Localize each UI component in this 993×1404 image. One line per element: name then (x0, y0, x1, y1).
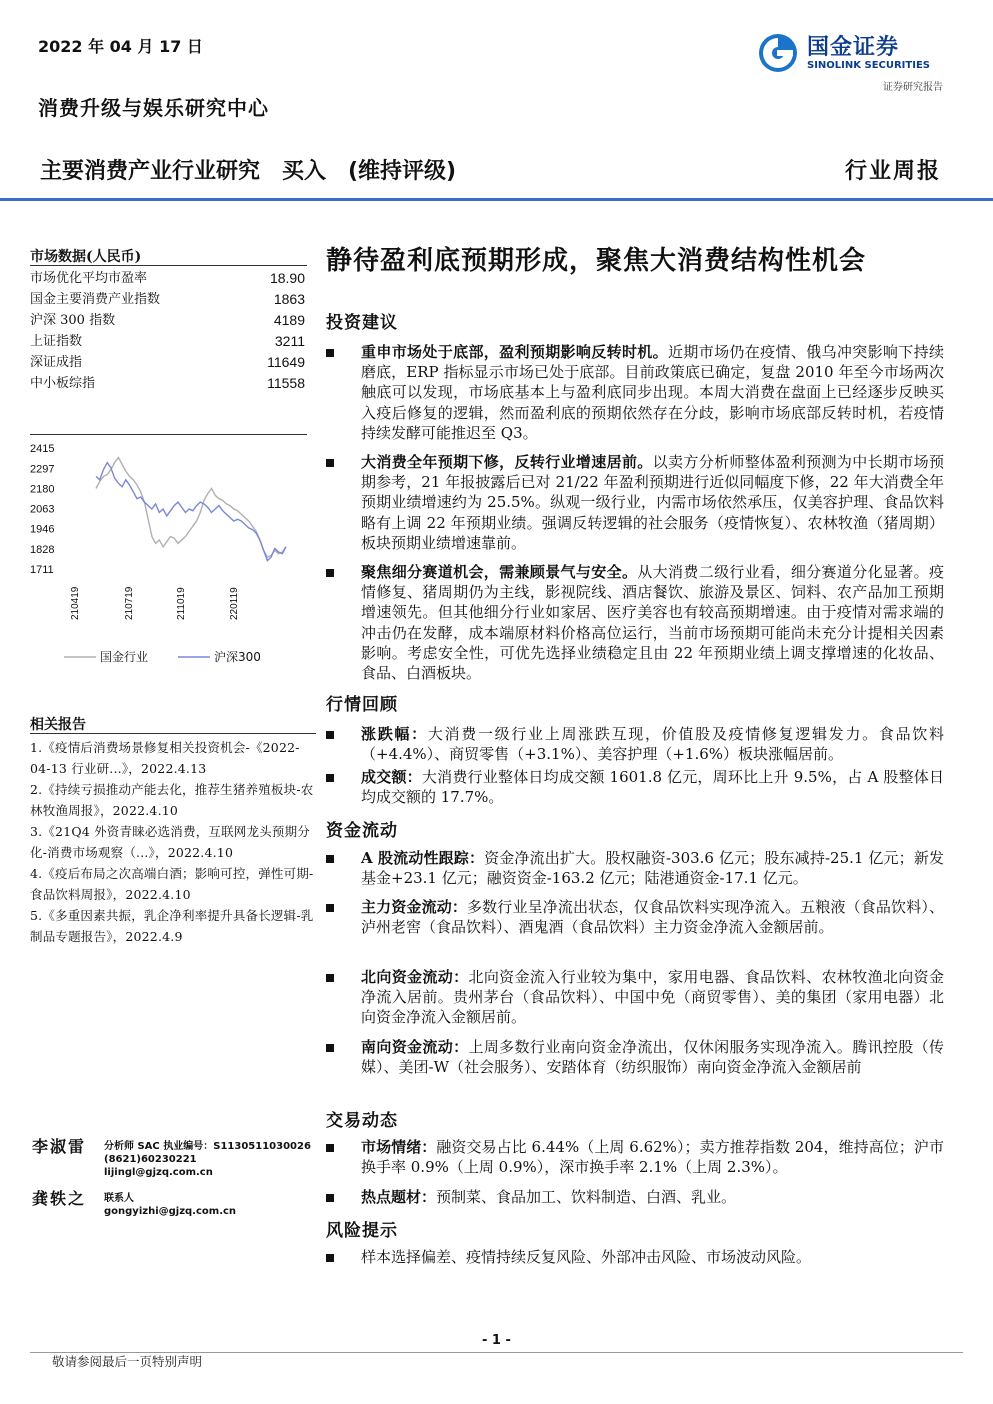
bullet-lead: 大消费全年预期下修，反转行业增速居前。 (361, 453, 653, 471)
legend-label: 沪深300 (214, 650, 261, 664)
market-row-value: 11558 (267, 375, 305, 391)
y-tick-label: 2063 (30, 503, 55, 516)
bullet-square-icon (326, 569, 334, 577)
market-row (30, 373, 307, 394)
bullet-item (326, 1247, 944, 1267)
market-data-table (30, 268, 307, 394)
y-tick-label: 2297 (30, 463, 55, 476)
market-row-value: 11649 (267, 354, 305, 370)
bullet-square-icon (326, 904, 334, 912)
bullet-text: 样本选择偏差、疫情持续反复风险、外部冲击风险、市场波动风险。 (361, 1248, 812, 1266)
analyst-name: 龚轶之 (32, 1189, 87, 1208)
report-headline: 静待盈利底预期形成，聚焦大消费结构性机会 (326, 246, 867, 276)
section-title: 风险提示 (326, 1221, 398, 1241)
series-line-industry (96, 458, 286, 558)
report-type: 行业周报 (844, 158, 941, 184)
bullet-item (326, 1037, 944, 1077)
series-line-hs300 (96, 463, 286, 561)
market-row-label: 市场优化平均市盈率 (30, 271, 148, 286)
y-tick-label: 1946 (30, 523, 55, 536)
market-row-label: 上证指数 (30, 334, 83, 349)
bullet-item (326, 1137, 944, 1177)
market-row (30, 289, 307, 310)
sinolink-logo-icon (757, 32, 799, 74)
section-title: 交易动态 (326, 1111, 398, 1131)
section-title: 投资建议 (326, 313, 398, 333)
x-tick-label: 210419 (70, 586, 81, 620)
analyst-phone: (8621)60230221 (104, 1154, 197, 1165)
bullet-item (326, 342, 944, 443)
bullet-item (326, 452, 944, 553)
bullet-square-icon (326, 459, 334, 467)
bullet-square-icon (326, 974, 334, 982)
y-tick-label: 1711 (30, 564, 54, 576)
bullet-text: 资金净流出扩大。股权融资-303.6 亿元；股东减持-25.1 亿元；新发基金+23.1 亿元；融资资金-163.2 亿元；陆港通资金-17.1 亿元。 (361, 849, 944, 888)
market-row-label: 国金主要消费产业指数 (30, 292, 161, 307)
analyst-name: 李淑雷 (32, 1137, 87, 1156)
analyst-entry (30, 1184, 320, 1236)
bullet-item (326, 848, 944, 888)
bullet-lead: 成交额： (361, 768, 422, 786)
market-row (30, 331, 307, 352)
related-report-item[interactable]: 2.《持续亏损推动产能去化，推荐生猪养殖板块-农林牧渔周报》，2022.4.10 (30, 782, 314, 818)
x-tick-label: 211019 (176, 587, 187, 620)
header-divider (0, 198, 993, 201)
analyst-block (30, 1132, 320, 1236)
bullet-item (326, 1187, 944, 1207)
report-date: 2022 年 04 月 17 日 (38, 37, 203, 56)
analyst-credential: 分析师 SAC 执业编号：S1130511030026 (104, 1141, 311, 1152)
market-row-value: 1863 (273, 291, 305, 307)
bullet-lead: A 股流动性跟踪： (361, 849, 485, 867)
related-reports-title: 相关报告 (30, 717, 86, 733)
bullet-item (326, 967, 944, 1028)
analyst-entry (30, 1132, 320, 1184)
bullet-square-icon (326, 1194, 334, 1202)
bullet-text: 大消费一级行业上周涨跌互现，价值股及疫情修复逻辑发力。食品饮料（+4.4%）、商贸零售（+3.1%）、美容护理（+1.6%）板块涨幅居前。 (361, 725, 944, 764)
bullet-text: 大消费行业整体日均成交额 1601.8 亿元，周环比上升 9.5%，占 A 股整体日均成交额的 17.7%。 (361, 768, 944, 807)
related-report-item[interactable]: 3.《21Q4 外资青睐必选消费，互联网龙头预期分化-消费市场观察（...》，2022.4.10 (30, 824, 311, 860)
analyst-info (104, 1140, 311, 1179)
bullet-square-icon (326, 1044, 334, 1052)
legend-label: 国金行业 (100, 650, 149, 664)
brand-name-cn: 国金证券 (807, 35, 900, 60)
section-title: 行情回顾 (326, 695, 398, 715)
market-row-label: 深证成指 (30, 355, 83, 370)
bullet-lead: 热点题材： (361, 1188, 437, 1206)
analyst-info (104, 1192, 236, 1218)
bullet-square-icon (326, 855, 334, 863)
market-row (30, 310, 307, 331)
analyst-email[interactable]: gongyizhi@gjzq.com.cn (104, 1206, 237, 1217)
market-row-label: 沪深 300 指数 (30, 313, 116, 328)
bullet-text: 上周多数行业南向资金净流出，仅休闲服务实现净流入。腾讯控股（传媒）、美团-W（社会服务）、安踏体育（纺织服饰）南向资金净流入金额居前 (361, 1038, 944, 1077)
market-row-value: 3211 (274, 333, 305, 349)
index-line-chart (30, 434, 310, 674)
y-tick-label: 1828 (30, 543, 55, 556)
x-tick-label: 220119 (229, 587, 240, 620)
bullet-text: 多数行业呈净流出状态，仅食品饮料实现净流入。五粮液（食品饮料）、泸州老窖（食品饮料）、酒鬼酒（食品饮料）主力资金净流入金额居前。 (361, 898, 944, 937)
bullet-lead: 重申市场处于底部，盈利预期影响反转时机。 (361, 343, 669, 361)
research-center: 消费升级与娱乐研究中心 (38, 96, 269, 120)
market-row (30, 268, 307, 289)
bullet-text: 北向资金流入行业较为集中，家用电器、食品饮料、农林牧渔北向资金净流入居前。贵州茅台（食品饮料）、中国中免（商贸零售）、美的集团（家用电器）北向资金净流入金额居前。 (361, 968, 944, 1027)
bullet-square-icon (326, 774, 334, 782)
market-data-divider (30, 265, 307, 266)
analyst-credential: 联系人 (104, 1193, 134, 1204)
analyst-email[interactable]: lijingl@gjzq.com.cn (104, 1167, 213, 1178)
market-row-value: 18.90 (269, 270, 305, 286)
brand-logo (757, 30, 947, 76)
bullet-text: 以卖方分析师整体盈利预测为中长期市场预期参考，21 年报披露后已对 21/22 年盈利预期进行近似同幅度下修，22 年大消费全年预期业绩增速约为 25.5%。纵观一级行业，内需市场依然承压，仅美容护理、食品饮料略有上调 22 年预期业绩。强调反转逻辑的社会服务（疫情恢复）、农林牧渔（猪周期）板块预期业绩增速靠前。 (361, 453, 944, 552)
related-reports-divider (30, 733, 316, 734)
bullet-square-icon (326, 1254, 334, 1262)
section-title: 资金流动 (326, 821, 398, 841)
brand-name-en: SINOLINK SECURITIES (807, 60, 930, 71)
market-data-title: 市场数据(人民币) (30, 249, 142, 265)
y-tick-label: 2180 (30, 483, 55, 496)
bullet-text: 预制菜、食品加工、饮料制造、白酒、乳业。 (436, 1188, 737, 1206)
bullet-item (326, 562, 944, 683)
bullet-text: 从大消费二级行业看，细分赛道分化显著。疫情修复、猪周期仍为主线，影视院线、酒店餐饮、旅游及景区、饲料、农产品加工预期增速领先。但其他细分行业如家居、医疗美容也有较高预期增速。由于疫情对需求端的冲击仍在发酵，成本端原材料价格高位运行，当前市场预期可能尚未充分计提相关因素影响。考虑安全性，可优先选择业绩稳定且由 22 年预期业绩上调支撑增速的化妆品、食品、白酒板块。 (361, 563, 944, 683)
bullet-square-icon (326, 731, 334, 739)
footer-disclaimer: 敬请参阅最后一页特别声明 (52, 1354, 203, 1369)
bullet-text: 近期市场仍在疫情、俄乌冲突影响下持续磨底，ERP 指标显示市场已处于底部。目前政策底已确定，复盘 2010 年至今市场两次触底可以发现，市场底基本上与盈利底同步出现。本周大消费在盘面上已经逐步反映买入疫后修复的逻辑，然而盈利底的预期依然存在分歧，影响市场底部反转时机，若疫情持续发酵可能推迟至 Q3。 (361, 343, 944, 442)
bullet-lead: 涨跌幅： (361, 725, 428, 743)
page-number: - 1 - (482, 1333, 511, 1348)
bullet-item (326, 724, 944, 764)
related-report-item[interactable]: 4.《疫后布局之次高端白酒；影响可控，弹性可期-食品饮料周报》，2022.4.10 (30, 866, 314, 902)
x-tick-label: 210719 (124, 586, 135, 620)
related-report-item[interactable]: 1.《疫情后消费场景修复相关投资机会-《2022-04-13 行业研...》，2022.4.13 (30, 740, 300, 776)
market-row (30, 352, 307, 373)
market-row-label: 中小板综指 (30, 376, 96, 391)
bullet-text: 融资交易占比 6.44%（上周 6.62%）；卖方推荐指数 204，维持高位；沪市换手率 0.9%（上周 0.9%），深市换手率 2.1%（上周 2.3%）。 (361, 1138, 944, 1177)
industry-rating: 主要消费产业行业研究 买入 (维持评级) (40, 159, 457, 184)
bullet-lead: 主力资金流动： (361, 898, 468, 916)
bullet-square-icon (326, 1144, 334, 1152)
bullet-lead: 聚焦细分赛道机会，需兼顾景气与安全。 (361, 563, 638, 581)
bullet-lead: 市场情绪： (361, 1138, 437, 1156)
bullet-lead: 南向资金流动： (361, 1038, 469, 1056)
related-report-item[interactable]: 5.《多重因素共振，乳企净利率提升具备长逻辑-乳制品专题报告》，2022.4.9 (30, 908, 314, 944)
bullet-square-icon (326, 349, 334, 357)
market-row-value: 4189 (273, 312, 305, 328)
bullet-lead: 北向资金流动： (361, 968, 469, 986)
bullet-item (326, 767, 944, 807)
bullet-item (326, 897, 944, 937)
y-tick-label: 2415 (30, 443, 55, 455)
report-tagline: 证券研究报告 (883, 82, 943, 93)
related-reports-list (30, 737, 316, 947)
